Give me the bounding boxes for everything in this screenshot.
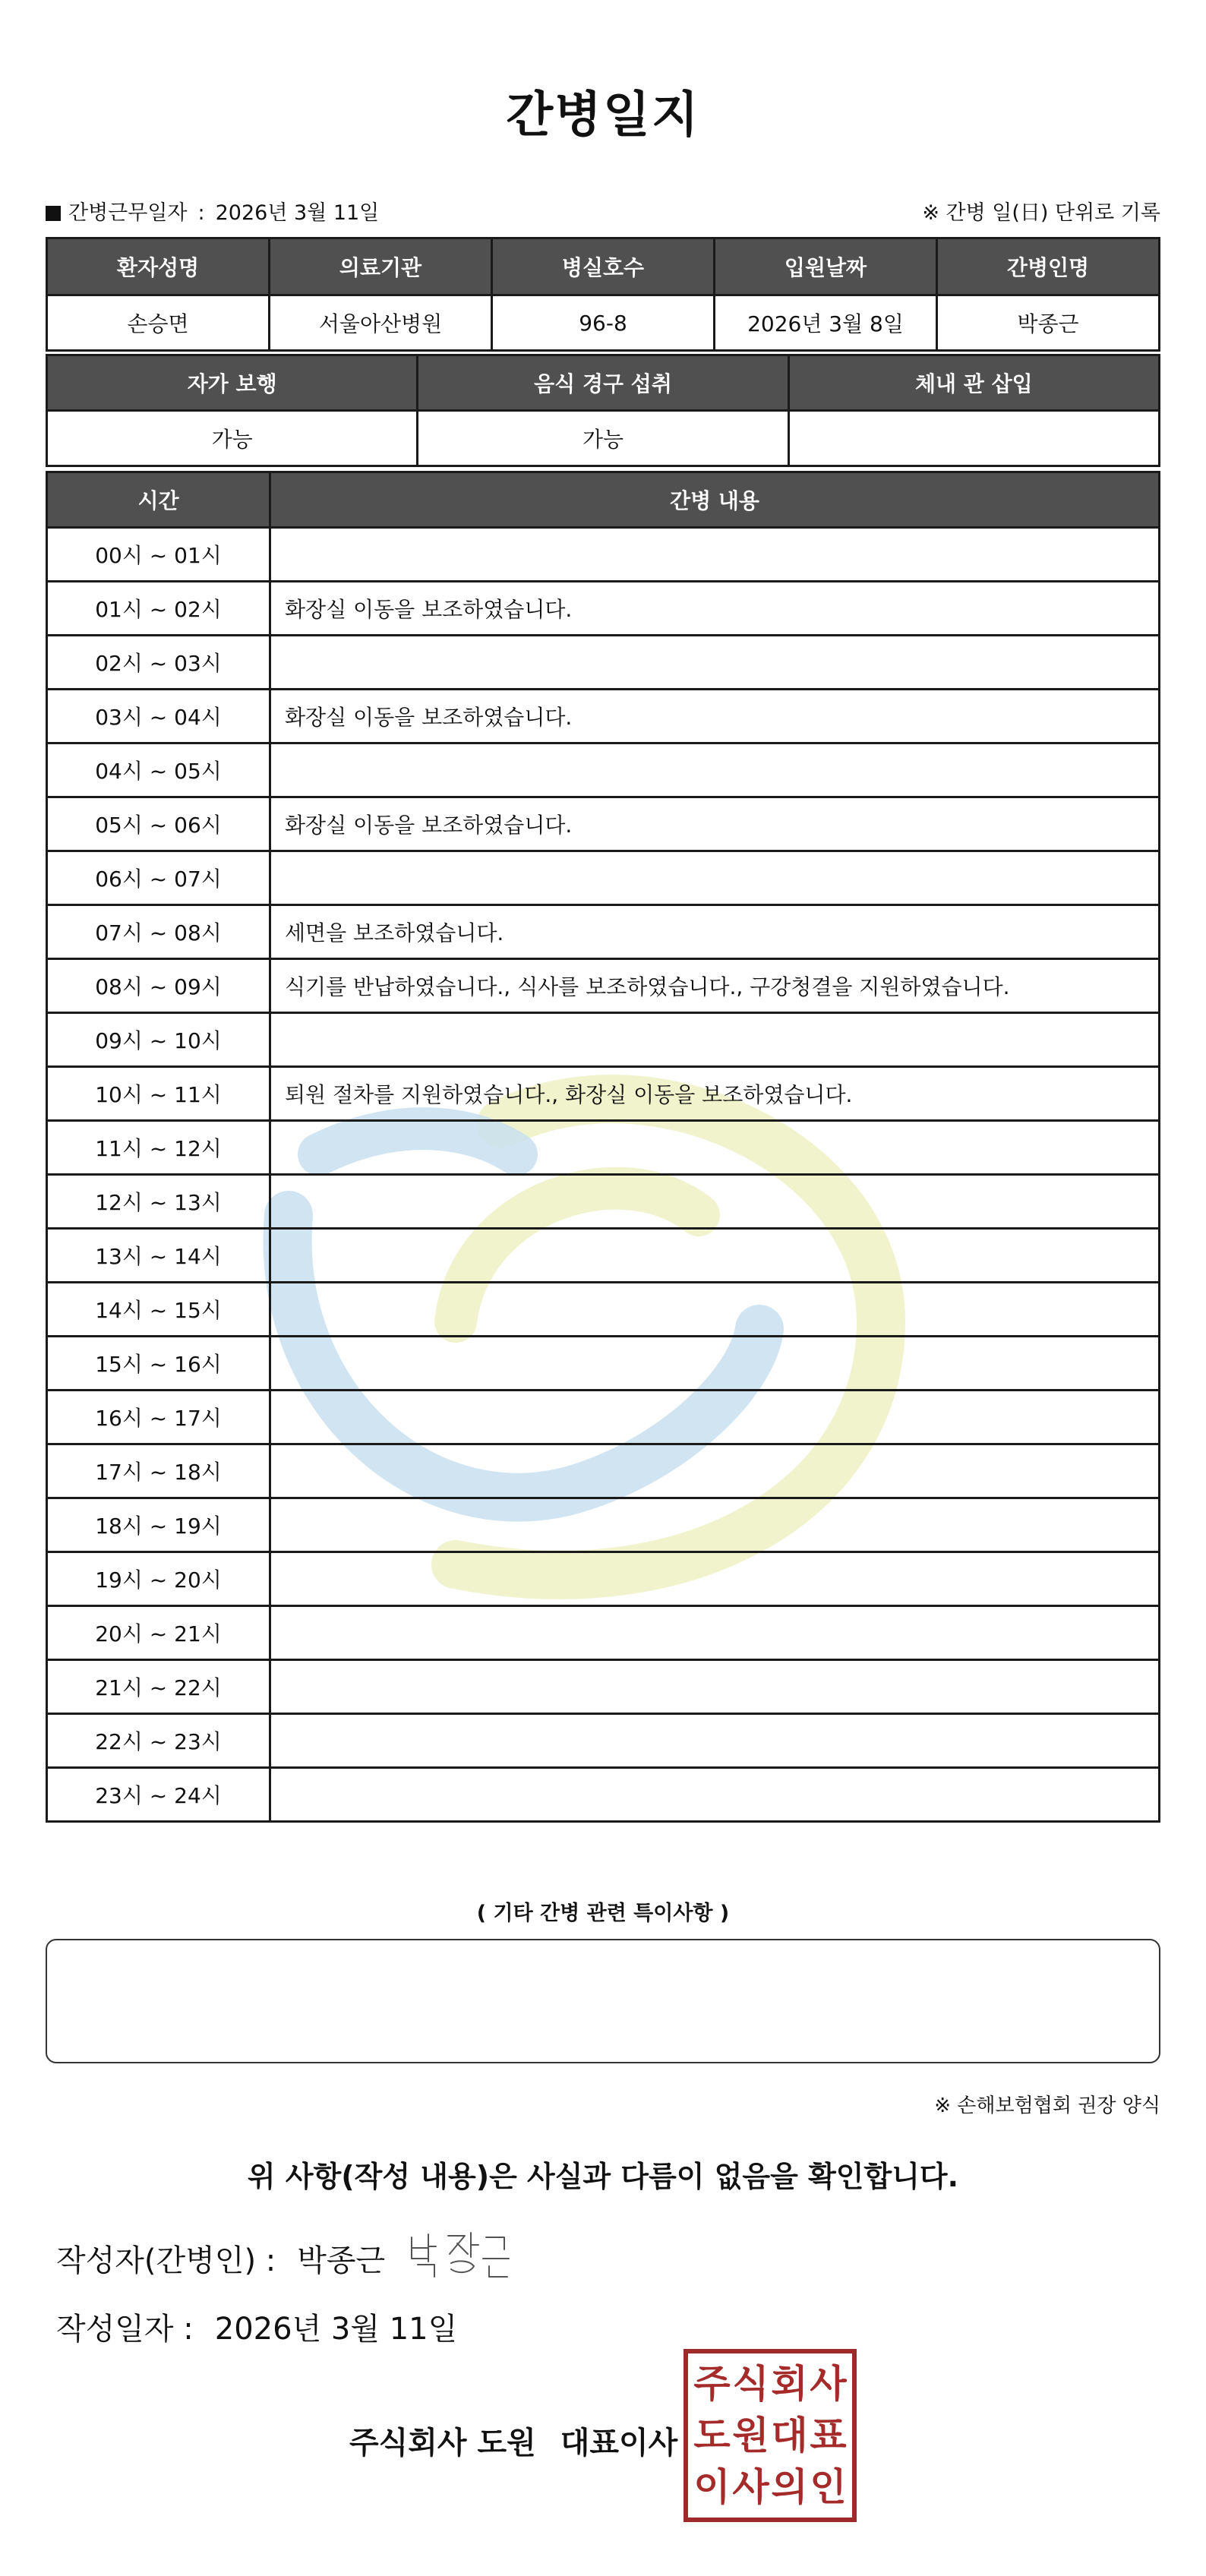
time-slot: 16시 ~ 17시 <box>47 1391 270 1444</box>
room-number: 96-8 <box>492 295 715 351</box>
care-content: 화장실 이동을 보조하였습니다. <box>270 797 1160 851</box>
care-content: 화장실 이동을 보조하였습니다. <box>270 690 1160 743</box>
time-slot: 11시 ~ 12시 <box>47 1121 270 1175</box>
table-row <box>47 1391 1160 1444</box>
care-content <box>270 743 1160 797</box>
table-row <box>47 1498 1160 1552</box>
table-row <box>47 959 1160 1013</box>
table-row <box>47 1714 1160 1768</box>
care-content <box>270 1391 1160 1444</box>
time-slot: 01시 ~ 02시 <box>47 582 270 636</box>
seal-char: 도 <box>693 2413 731 2458</box>
writer-row <box>56 2237 385 2280</box>
seal-char: 인 <box>810 2465 847 2509</box>
table-row <box>47 1013 1160 1067</box>
time-slot: 22시 ~ 23시 <box>47 1714 270 1768</box>
status-header-row <box>47 355 1160 411</box>
patient-info-table <box>46 237 1160 352</box>
care-log-header-row <box>47 472 1160 528</box>
time-slot: 03시 ~ 04시 <box>47 690 270 743</box>
care-date-value: 2026년 3월 11일 <box>215 201 380 225</box>
care-content <box>270 1498 1160 1552</box>
time-slot: 23시 ~ 24시 <box>47 1768 270 1822</box>
table-row <box>47 905 1160 959</box>
seal-char: 의 <box>771 2465 808 2509</box>
self-walking-value: 가능 <box>47 411 418 466</box>
time-slot: 02시 ~ 03시 <box>47 636 270 690</box>
time-slot: 04시 ~ 05시 <box>47 743 270 797</box>
table-row <box>47 1067 1160 1121</box>
time-slot: 08시 ~ 09시 <box>47 959 270 1013</box>
table-row <box>47 690 1160 743</box>
seal-char: 식 <box>732 2362 769 2406</box>
colon-separator: : <box>197 201 205 225</box>
care-content <box>270 1283 1160 1337</box>
care-content <box>270 1660 1160 1714</box>
admission-date: 2026년 3월 8일 <box>715 295 937 351</box>
patient-name: 손승면 <box>47 295 270 351</box>
square-bullet-icon <box>46 206 61 221</box>
care-content <box>270 1444 1160 1498</box>
care-content: 식기를 반납하였습니다., 식사를 보조하였습니다., 구강청결을 지원하였습니다. <box>270 959 1160 1013</box>
handwritten-signature <box>404 2224 518 2284</box>
care-content <box>270 1337 1160 1391</box>
table-row <box>47 1552 1160 1606</box>
write-date-row <box>56 2305 457 2348</box>
time-slot: 06시 ~ 07시 <box>47 851 270 905</box>
patient-status-table <box>46 354 1160 467</box>
writer-label: 작성자(간병인) : <box>56 2243 276 2278</box>
care-content <box>270 851 1160 905</box>
table-row <box>47 1283 1160 1337</box>
time-slot: 20시 ~ 21시 <box>47 1606 270 1660</box>
header-tube-insertion: 체내 관 삽입 <box>788 355 1159 411</box>
time-slot: 21시 ~ 22시 <box>47 1660 270 1714</box>
time-slot: 19시 ~ 20시 <box>47 1552 270 1606</box>
care-log-table <box>46 471 1160 1823</box>
care-content <box>270 1768 1160 1822</box>
recommended-form-note: ※ 손해보험협회 권장 양식 <box>934 2095 1160 2117</box>
seal-char: 사 <box>732 2465 769 2509</box>
table-row <box>47 636 1160 690</box>
patient-info-value-row <box>47 295 1160 351</box>
tube-insertion-value <box>788 411 1159 466</box>
table-row <box>47 1121 1160 1175</box>
header-care-content: 간병 내용 <box>270 472 1160 528</box>
care-date-row <box>46 196 379 226</box>
seal-char: 이 <box>693 2465 731 2509</box>
patient-info-header-row <box>47 238 1160 295</box>
table-row <box>47 1337 1160 1391</box>
care-content <box>270 1013 1160 1067</box>
header-time: 시간 <box>47 472 270 528</box>
care-date-label: 간병근무일자 <box>68 201 188 225</box>
company-name: 주식회사 도원 <box>349 2426 536 2461</box>
write-date-value: 2026년 3월 11일 <box>214 2312 458 2347</box>
seal-char: 회 <box>771 2362 808 2406</box>
company-seal-stamp <box>684 2349 857 2522</box>
caregiver-name: 박종근 <box>937 295 1160 351</box>
time-slot: 00시 ~ 01시 <box>47 528 270 582</box>
seal-char: 주 <box>693 2362 731 2406</box>
table-row <box>47 743 1160 797</box>
confirmation-statement: 위 사항(작성 내용)은 사실과 다름이 없음을 확인합니다. <box>247 2160 959 2193</box>
time-slot: 12시 ~ 13시 <box>47 1175 270 1229</box>
daily-record-note: ※ 간병 일(日) 단위로 기록 <box>922 201 1160 225</box>
hospital-name: 서울아산병원 <box>270 295 492 351</box>
time-slot: 14시 ~ 15시 <box>47 1283 270 1337</box>
time-slot: 10시 ~ 11시 <box>47 1067 270 1121</box>
care-content <box>270 1606 1160 1660</box>
table-row <box>47 582 1160 636</box>
header-hospital: 의료기관 <box>270 238 492 295</box>
care-content: 세면을 보조하였습니다. <box>270 905 1160 959</box>
care-content <box>270 1175 1160 1229</box>
company-row <box>349 2419 677 2462</box>
time-slot: 05시 ~ 06시 <box>47 797 270 851</box>
seal-char: 원 <box>732 2413 769 2458</box>
care-content <box>270 1121 1160 1175</box>
header-self-walking: 자가 보행 <box>47 355 418 411</box>
seal-char: 사 <box>810 2362 847 2406</box>
care-content: 화장실 이동을 보조하였습니다. <box>270 582 1160 636</box>
time-slot: 13시 ~ 14시 <box>47 1229 270 1283</box>
care-content <box>270 1552 1160 1606</box>
care-content <box>270 1714 1160 1768</box>
table-row <box>47 1229 1160 1283</box>
table-row <box>47 797 1160 851</box>
care-content <box>270 528 1160 582</box>
table-row <box>47 1444 1160 1498</box>
care-content: 퇴원 절차를 지원하였습니다., 화장실 이동을 보조하였습니다. <box>270 1067 1160 1121</box>
seal-char: 표 <box>810 2413 847 2458</box>
time-slot: 09시 ~ 10시 <box>47 1013 270 1067</box>
status-value-row <box>47 411 1160 466</box>
oral-intake-value: 가능 <box>418 411 788 466</box>
time-slot: 17시 ~ 18시 <box>47 1444 270 1498</box>
table-row <box>47 851 1160 905</box>
special-notes-title: ( 기타 간병 관련 특이사항 ) <box>476 1902 730 1925</box>
table-row <box>47 1660 1160 1714</box>
representative-title: 대표이사 <box>560 2426 678 2461</box>
table-row <box>47 1606 1160 1660</box>
time-slot: 07시 ~ 08시 <box>47 905 270 959</box>
seal-characters <box>693 2358 848 2513</box>
header-caregiver-name: 간병인명 <box>937 238 1160 295</box>
header-patient-name: 환자성명 <box>47 238 270 295</box>
time-slot: 15시 ~ 16시 <box>47 1337 270 1391</box>
table-row <box>47 528 1160 582</box>
header-room-number: 병실호수 <box>492 238 715 295</box>
time-slot: 18시 ~ 19시 <box>47 1498 270 1552</box>
care-content <box>270 636 1160 690</box>
care-content <box>270 1229 1160 1283</box>
writer-name: 박종근 <box>297 2243 386 2278</box>
document-title: 간병일지 <box>506 87 700 144</box>
write-date-label: 작성일자 : <box>56 2312 194 2347</box>
table-row <box>47 1175 1160 1229</box>
table-row <box>47 1768 1160 1822</box>
special-notes-box <box>46 1939 1160 2063</box>
header-oral-intake: 음식 경구 섭취 <box>418 355 788 411</box>
header-admission-date: 입원날짜 <box>715 238 937 295</box>
seal-char: 대 <box>771 2413 808 2458</box>
